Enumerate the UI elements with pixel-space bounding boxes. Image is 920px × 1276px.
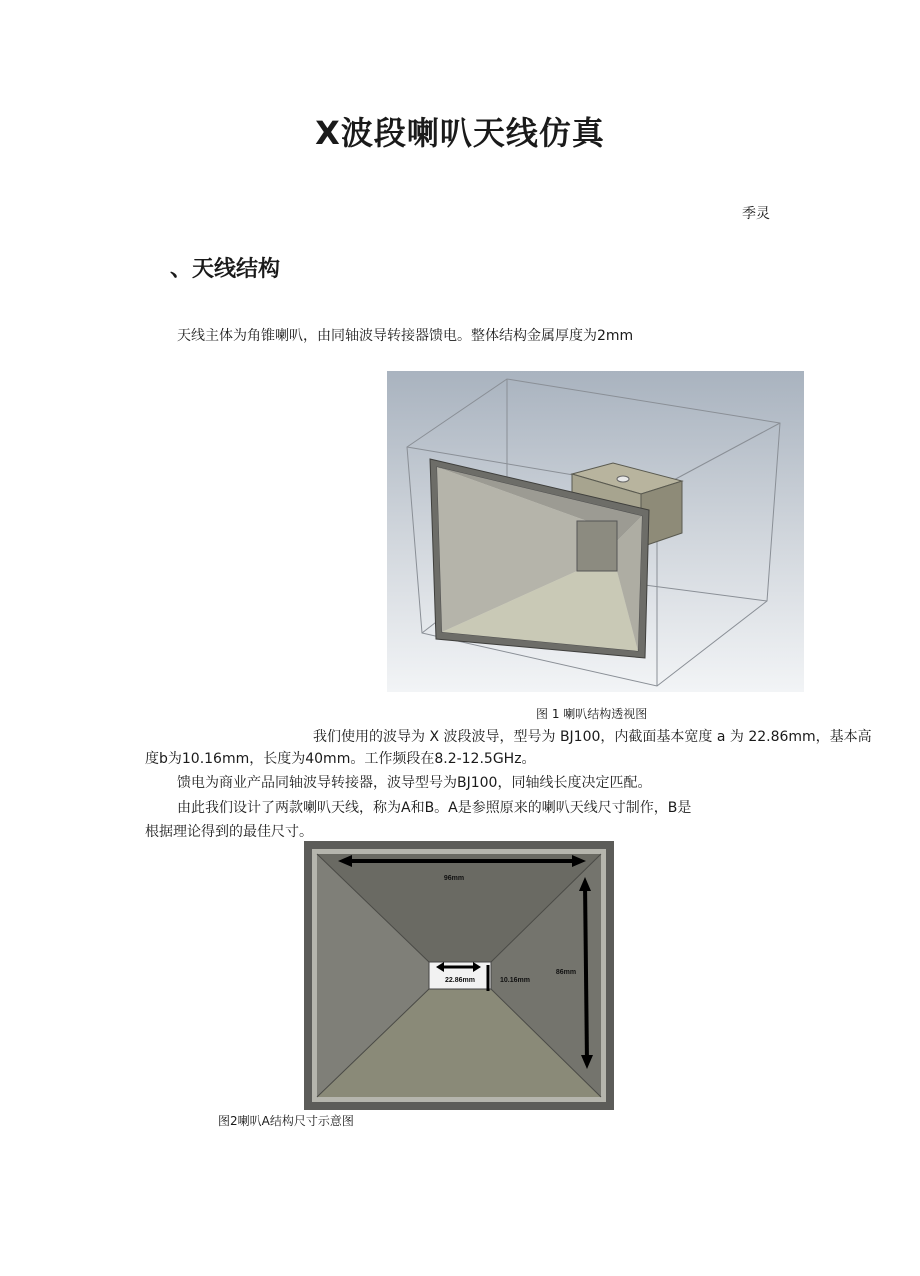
label-inner-height: 10.16mm [500, 977, 530, 984]
figure-horn-a-dimensions [304, 841, 614, 1110]
paragraph-feed: 馈电为商业产品同轴波导转接器，波导型号为BJ100，同轴线长度决定匹配。 [177, 775, 652, 791]
author-name: 季灵 [742, 206, 770, 222]
paragraph-design-line1: 由此我们设计了两款喇叭天线，称为A和B。A是参照原来的喇叭天线尺寸制作，B是 [177, 800, 692, 816]
figure2-caption: 图2喇叭A结构尺寸示意图 [218, 1114, 354, 1128]
section-heading-antenna-structure: 、天线结构 [170, 257, 281, 282]
horn-perspective-image [387, 371, 804, 692]
horn-a-dimension-diagram [304, 841, 614, 1110]
document-title: X波段喇叭天线仿真 [315, 114, 605, 152]
figure1-caption: 图 1 喇叭结构透视图 [536, 707, 648, 721]
paragraph-intro: 天线主体为角锥喇叭，由同轴波导转接器馈电。整体结构金属厚度为2mm [177, 328, 634, 344]
figure-horn-perspective [387, 371, 804, 692]
paragraph-design-line2: 根据理论得到的最佳尺寸。 [145, 824, 313, 840]
label-height-right: 86mm [555, 969, 577, 976]
paragraph-waveguide-line2: 度b为10.16mm，长度为40mm。工作频段在8.2-12.5GHz。 [145, 751, 536, 767]
paragraph-waveguide-line1: 我们使用的波导为 X 波段波导，型号为 BJ100，内截面基本宽度 a 为 22.86mm，基本高 [313, 729, 872, 745]
label-width-top: 96mm [443, 875, 465, 882]
label-inner-width: 22.86mm [445, 977, 475, 984]
